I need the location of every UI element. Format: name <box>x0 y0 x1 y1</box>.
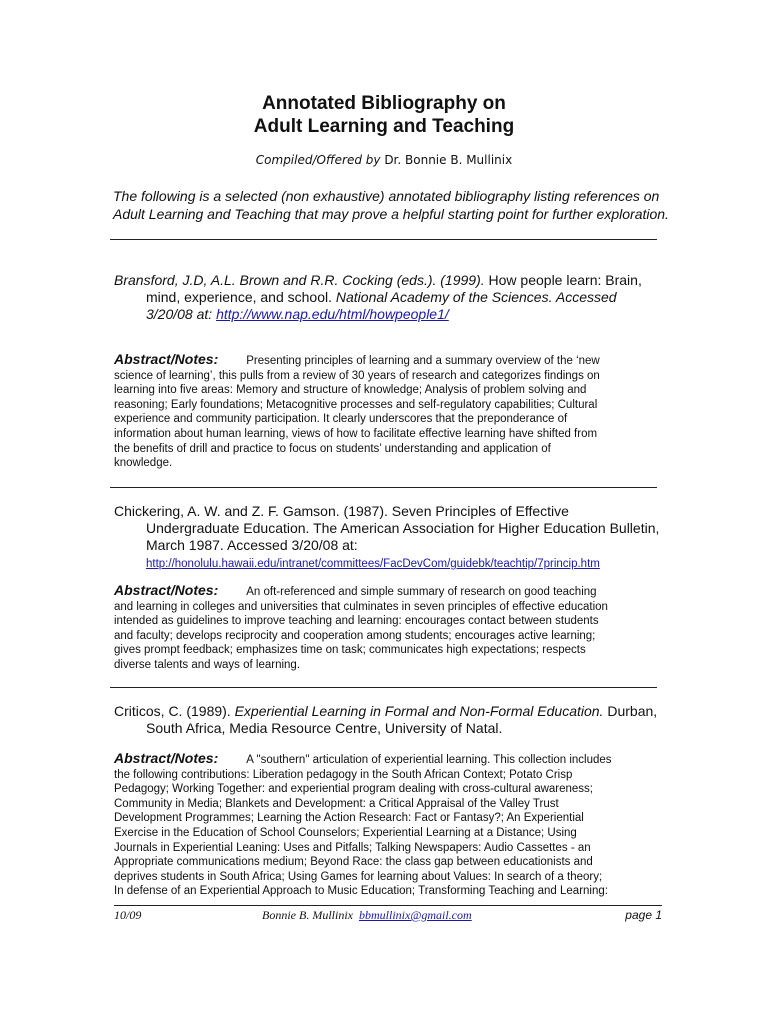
reference-chickering <box>114 503 659 573</box>
abstract-line: knowledge. <box>114 457 173 470</box>
abstract-line: and learning in colleges and universities that culminates in seven principles of effective education <box>114 600 608 613</box>
ref-line: Chickering, A. W. and Z. F. Gamson. (1987). Seven Principles of Effective <box>114 503 569 519</box>
compiled-by-line <box>0 153 768 167</box>
abstract-line: An oft-referenced and simple summary of research on good teaching <box>246 586 597 598</box>
abstract-bransford <box>114 352 659 471</box>
abstract-line: information about human learning, views of how to facilitate effective learning have shifted from <box>114 427 598 440</box>
reference-criticos <box>114 703 659 737</box>
ref-line: Undergraduate Education. The American Association for Higher Education Bulletin, <box>146 520 660 536</box>
abstract-line: A "southern" articulation of experiential learning. This collection includes <box>246 754 612 766</box>
abstract-label: Abstract/Notes: <box>114 351 219 367</box>
section-divider <box>110 687 657 688</box>
ref-url-link[interactable]: http://www.nap.edu/html/howpeople1/ <box>216 306 449 322</box>
abstract-line: diverse talents and ways of learning. <box>114 658 301 671</box>
abstract-line: Presenting principles of learning and a summary overview of the ‘new <box>246 355 600 367</box>
abstract-line: reasoning; Early foundations; Metacognitive processes and self-regulatory capabilities; Cultural <box>114 398 598 411</box>
abstract-line: experience and community participation. It clearly underscores that the preponderance of <box>114 413 568 426</box>
ref-title: Experiential Learning in Formal and Non-Formal Education. <box>234 703 604 719</box>
abstract-line: deprives students in South Africa; Using Games for learning about Values: In search of a theory; <box>114 870 603 883</box>
abstract-line: Exercise in the Education of School Counselors; Experiential Learning at a Distance; Using <box>114 826 577 839</box>
abstract-label: Abstract/Notes: <box>114 750 219 766</box>
ref-publisher: South Africa, Media Resource Centre, University of Natal. <box>146 720 503 736</box>
abstract-line: learning into five areas: Memory and structure of knowledge; Analysis of problem solving and <box>114 384 587 397</box>
abstract-line: and faculty; develops reciprocity and cooperation among students; encourages active learning; <box>114 629 596 642</box>
compiler-name: Dr. Bonnie B. Mullinix <box>384 153 513 167</box>
footer-author-name: Bonnie B. Mullinix <box>262 908 353 922</box>
compiled-prefix: Compiled/Offered by <box>255 153 381 167</box>
abstract-line: Community in Media; Blankets and Development: a Critical Appraisal of the Valley Trust <box>114 797 559 810</box>
footer-author <box>262 908 472 923</box>
footer-page-number: page 1 <box>625 908 662 922</box>
ref-accessed: 3/20/08 at: <box>146 306 217 322</box>
abstract-line: gives prompt feedback; emphasizes time on task; communicates high expectations; respects <box>114 644 586 657</box>
page-footer <box>114 905 662 922</box>
abstract-line: intended as guidelines to improve teaching and learning: encourages contact between students <box>114 615 599 628</box>
section-divider <box>110 239 657 240</box>
abstract-chickering <box>114 583 659 673</box>
intro-line: Adult Learning and Teaching that may prove a helpful starting point for further exploration. <box>113 206 669 222</box>
abstract-criticos <box>114 751 659 899</box>
abstract-line: Appropriate communications medium; Beyond Race: the class gap between educationists and <box>114 856 593 869</box>
abstract-line: Journals in Experiential Leaning: Uses and Pitfalls; Talking Newspapers: Audio Cassettes - an <box>114 841 591 854</box>
intro-line: The following is a selected (non exhaustive) annotated bibliography listing references on <box>113 188 660 204</box>
document-title-line1: Annotated Bibliography on <box>262 93 506 114</box>
reference-bransford <box>114 272 659 323</box>
ref-title-cont: mind, experience, and school. <box>146 289 332 305</box>
section-divider <box>110 487 657 488</box>
abstract-line: the benefits of drill and practice to focus on students’ understanding and application of <box>114 442 551 455</box>
abstract-line: the following contributions: Liberation pedagogy in the South African Context; Potato Crisp <box>114 768 573 781</box>
ref-authors: Bransford, J.D, A.L. Brown and R.R. Cocking (eds.). (1999). <box>114 272 485 288</box>
abstract-line: science of learning’, this pulls from a review of 30 years of research and categorizes findings on <box>114 369 600 382</box>
ref-line: March 1987. Accessed 3/20/08 at: <box>146 537 358 553</box>
abstract-line: Pedagogy; Working Together: and experiential program dealing with cross-cultural awareness; <box>114 783 594 796</box>
footer-date: 10/09 <box>114 908 142 922</box>
abstract-line: In defense of an Experiential Approach to Music Education; Transforming Teaching and Learning: <box>114 885 608 898</box>
ref-place: Durban, <box>603 703 658 719</box>
ref-title: How people learn: Brain, <box>484 272 642 288</box>
ref-url-link[interactable]: http://honolulu.hawaii.edu/intranet/committees/FacDevCom/guidebk/teachtip/7princip.htm <box>146 558 600 570</box>
abstract-line: Development Programmes; Learning the Action Research: Fact or Fantasy?; An Experiential <box>114 812 584 825</box>
ref-authors: Criticos, C. (1989). <box>114 703 235 719</box>
intro-paragraph <box>113 187 673 223</box>
footer-email-link[interactable]: bbmullinix@gmail.com <box>358 908 472 922</box>
abstract-label: Abstract/Notes: <box>114 582 219 598</box>
ref-publisher: National Academy of the Sciences. Accessed <box>332 289 617 305</box>
document-title-line2: Adult Learning and Teaching <box>253 116 515 137</box>
